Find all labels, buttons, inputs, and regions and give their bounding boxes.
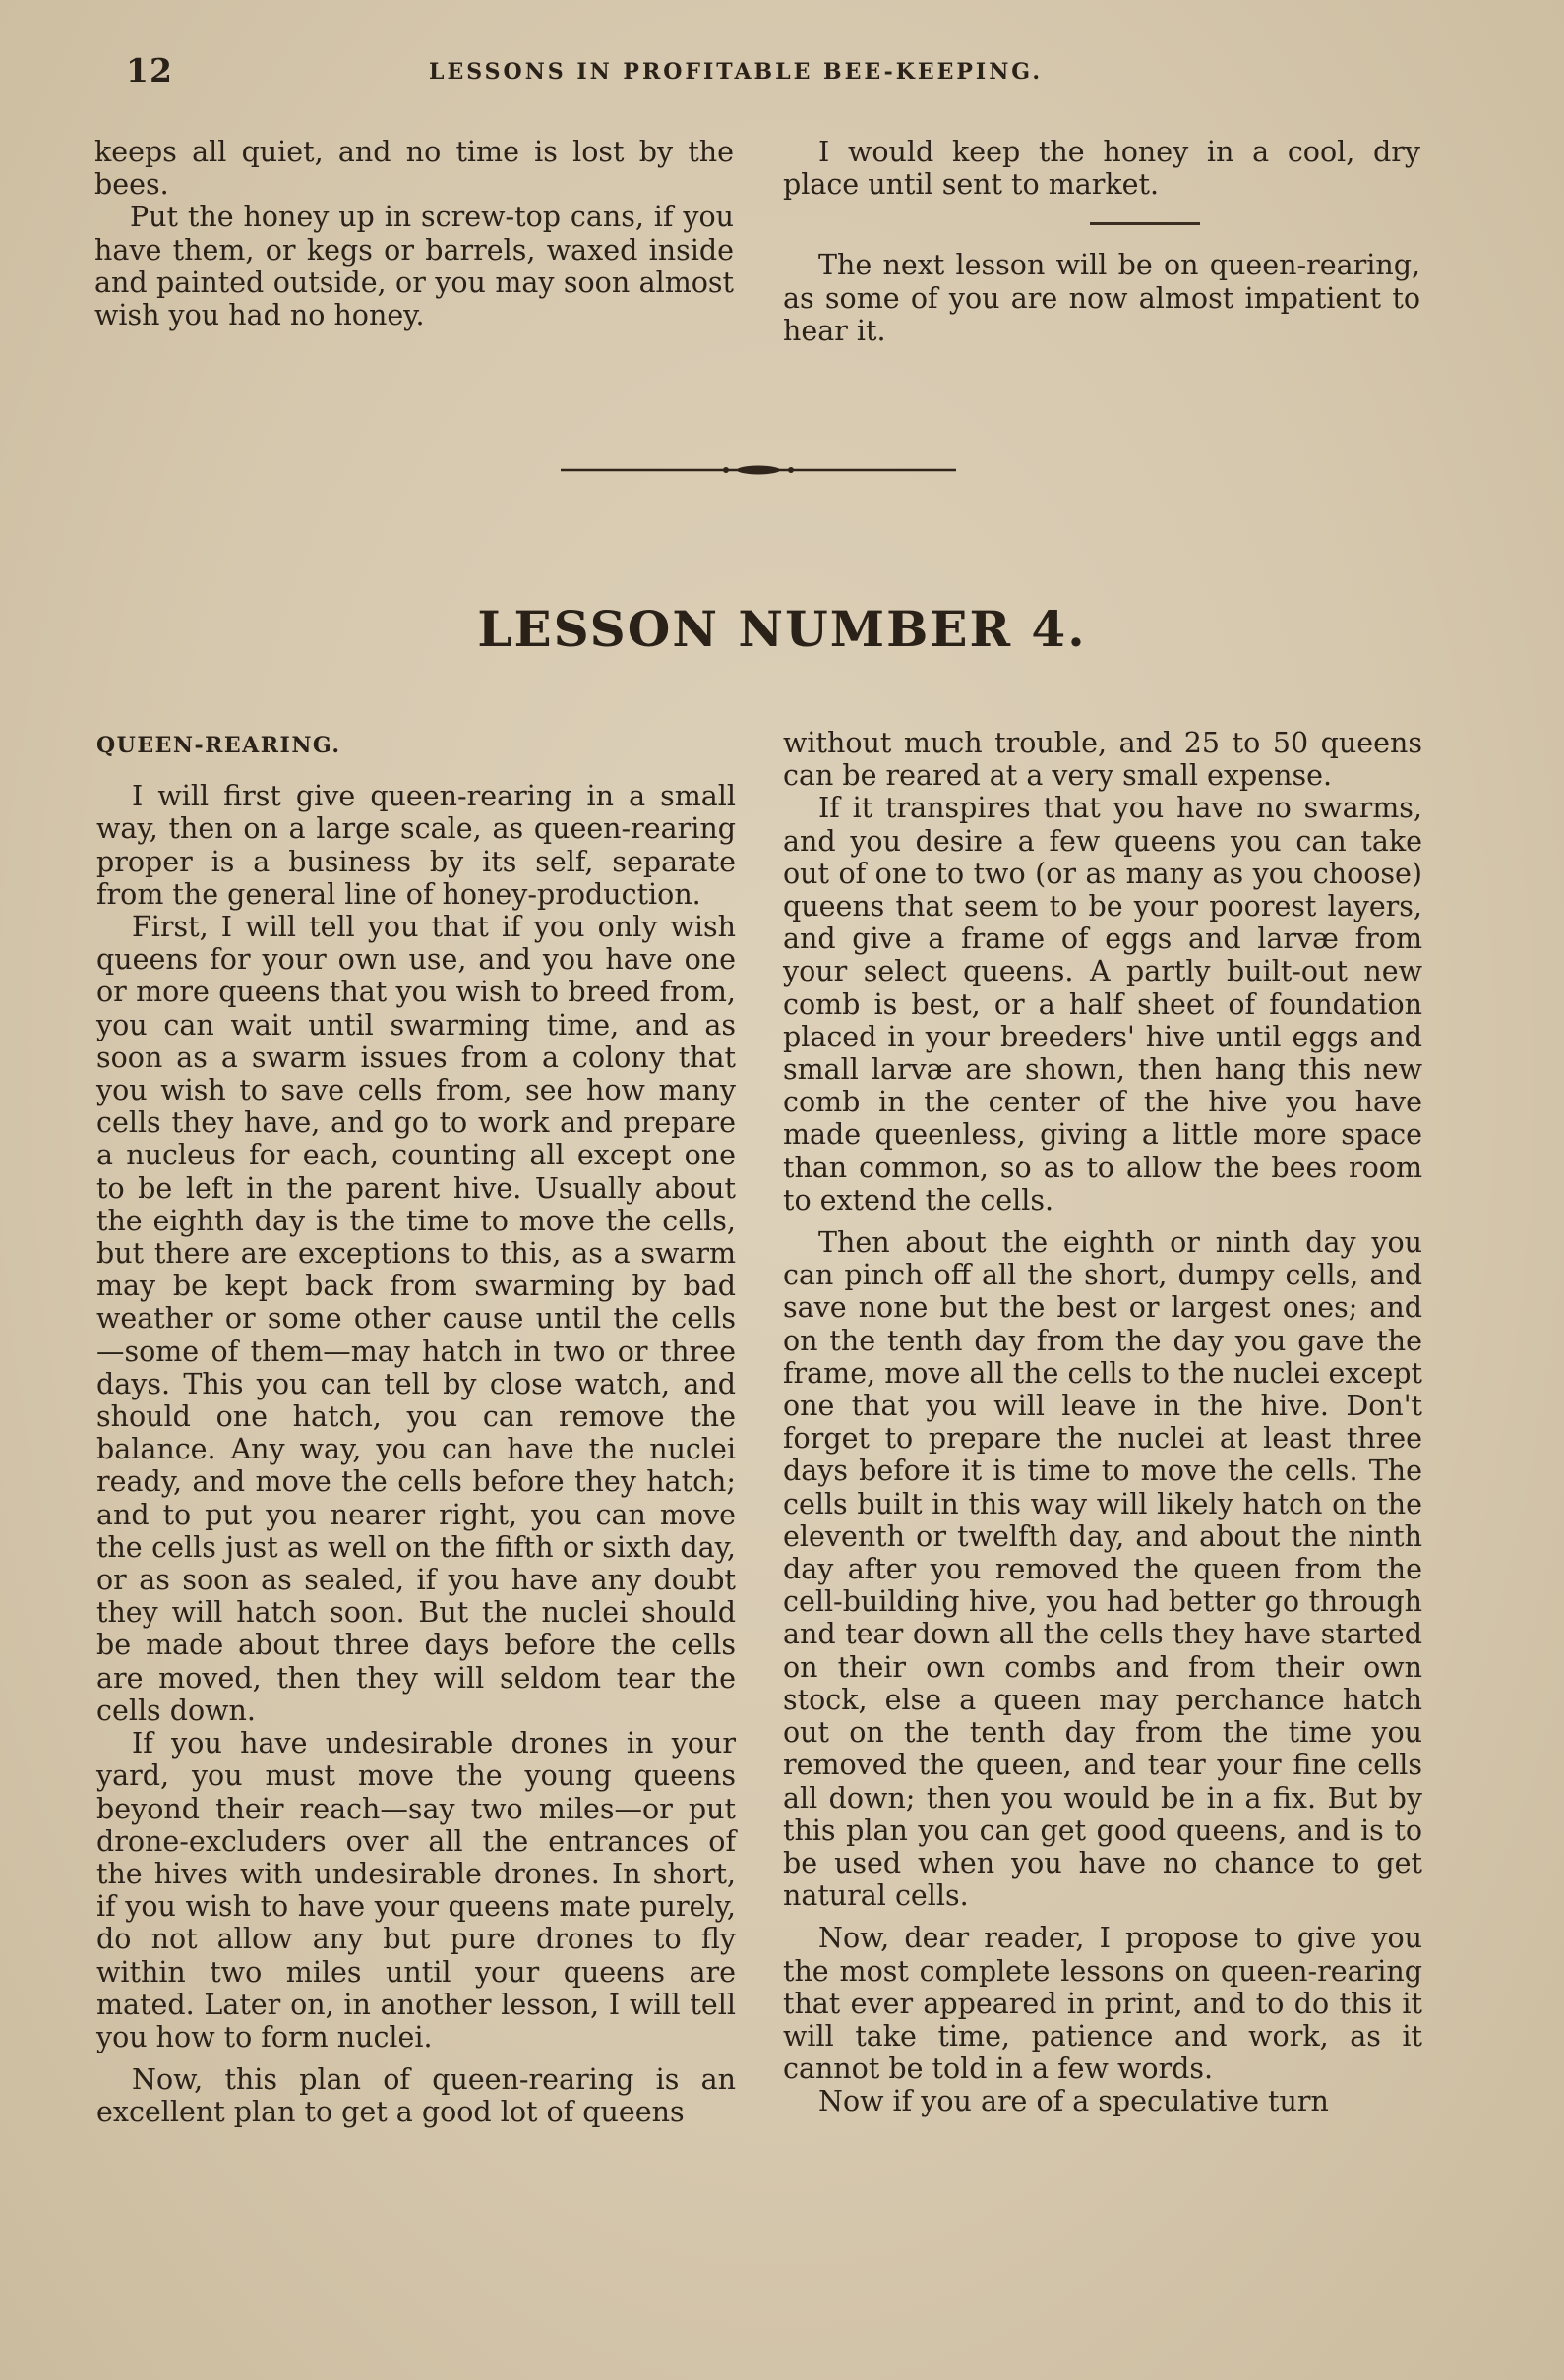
page-number: 12 xyxy=(126,51,173,89)
running-head xyxy=(126,51,1424,90)
ornamental-rule xyxy=(561,460,956,480)
paragraph: First, I will tell you that if you only wish queens for your own use, and you have one or more queens that you wish to breed from, you can wait until swarming time, and as soon as a swarm issues from a colony that you wish to save cells from, see how many cells they have, and go to work and prepare a nucleus for each, counting all except one to be left in the parent hive. Usually about the eighth day is the time to move the cells, but there are exceptions to this, as a swarm may be kept back from swarming by bad weather or some other cause until the cells—some of them—may hatch in two or three days. This you can tell by close watch, and should one hatch, you can remove the balance. Any way, you can have the nuclei ready, and move the cells before they hatch; and to put you nearer right, you can move the cells just as well on the fifth or sixth day, or as soon as sealed, if you have any doubt they will hatch soon. But the nuclei should be made about three days before the cells are moved, then they will seldom tear the cells down. xyxy=(96,911,736,1727)
paragraph: keeps all quiet, and no time is lost by the bees. xyxy=(94,136,734,202)
paragraph: Put the honey up in screw-top cans, if you have them, or kegs or barrels, waxed inside and painted outside, or you may soon almost wish you had no honey. xyxy=(94,201,734,332)
paragraph: Now, dear reader, I propose to give you the most complete lessons on queen-rearing that ever appeared in print, and to do this it will take time, patience and work, as it cannot be told in a few words. xyxy=(783,1922,1422,2086)
paragraph: The next lesson will be on queen-rearing, as some of you are now almost impatient to hear it. xyxy=(783,249,1420,347)
top-right-column xyxy=(783,136,1420,347)
paragraph: Then about the eighth or ninth day you can pinch off all the short, dumpy cells, and save none but the best or largest ones; and on the tenth day from the day you gave the frame, move all the cells to the nuclei except one that you will leave in the hive. Don't forget to prepare the nuclei at least three days before it is time to move the cells. The cells built in this way will likely hatch on the eleventh or twelfth day, and about the ninth day after you removed the queen from the cell-building hive, you had better go through and tear down all the cells they have started on their own combs and from their own stock, else a queen may perchance hatch out on the tenth day from the time you removed the queen, and tear your fine cells all down; then you would be in a fix. But by this plan you can get good queens, and is to be used when you have no chance to get natural cells. xyxy=(783,1226,1422,1913)
lesson-left-column xyxy=(96,730,736,2129)
lesson-title: LESSON NUMBER 4. xyxy=(477,600,1087,658)
paragraph: Now if you are of a speculative turn xyxy=(818,2085,1329,2118)
lesson-right-column xyxy=(783,727,1422,2118)
section-heading: QUEEN-REARING. xyxy=(96,733,341,758)
paragraph: without much trouble, and 25 to 50 queens can be reared at a very small expense. xyxy=(783,727,1422,793)
paragraph: I will first give queen-rearing in a small way, then on a large scale, as queen-rearing proper is a business by its self, separate from the general line of honey-production. xyxy=(96,780,736,911)
paragraph: If you have undesirable drones in your yard, you must move the young queens beyond their reach—say two miles—or put drone-excluders over all the entrances of the hives with undesirable drones. In short, if you wish to have your queens mate purely, do not allow any but pure drones to fly within two miles until your queens are mated. Later on, in another lesson, I will tell you how to form nuclei. xyxy=(96,1727,736,2053)
paragraph: Now, this plan of queen-rearing is an excellent plan to get a good lot of queens xyxy=(96,2063,736,2129)
top-left-column xyxy=(94,136,734,331)
running-title: LESSONS IN PROFITABLE BEE-KEEPING. xyxy=(429,59,1043,85)
separator-rule xyxy=(1090,222,1200,225)
paragraph: If it transpires that you have no swarms, and you desire a few queens you can take out of one to two (or as many as you choose) queens that seem to be your poorest layers, and give a frame of eggs and larvæ from your select queens. A partly built-out new comb is best, or a half sheet of foundation placed in your breeders' hive until eggs and small larvæ are shown, then hang this new comb in the center of the hive you have made queenless, giving a little more space than common, so as to allow the bees room to extend the cells. xyxy=(783,792,1422,1217)
paragraph: I would keep the honey in a cool, dry place until sent to market. xyxy=(783,136,1420,202)
